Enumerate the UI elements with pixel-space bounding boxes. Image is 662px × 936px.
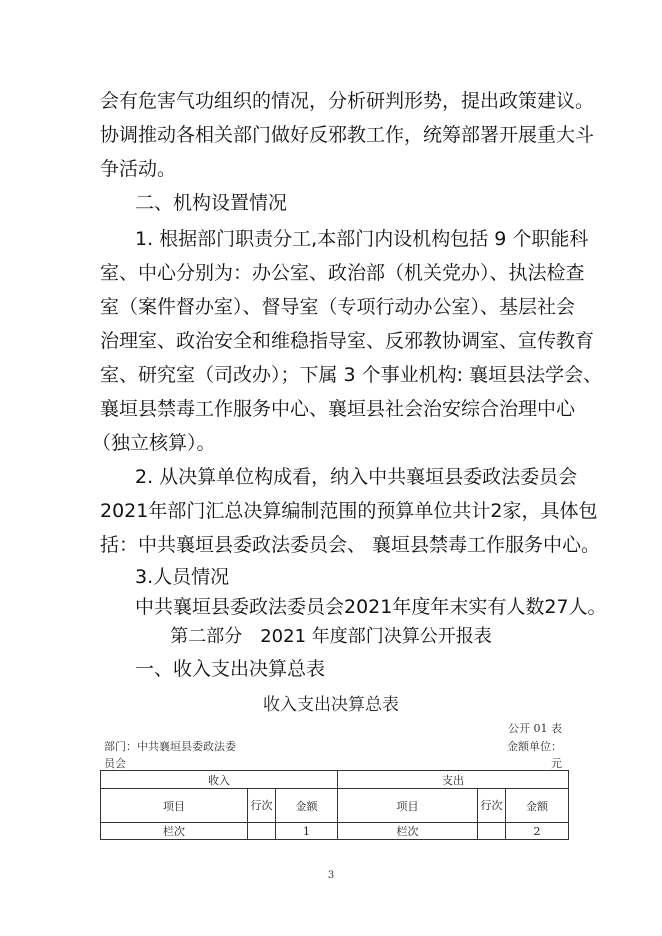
table-section-heading: 一、收入支出决算总表 [135, 658, 326, 680]
paragraph-line: 2. 从决算单位构成看，纳入中共襄垣县委政法委员会 [135, 466, 578, 488]
table-code: 公开 01 表 [508, 722, 562, 735]
row-cell [478, 823, 506, 840]
column-item: 项目 [338, 789, 478, 823]
paragraph-line: 治理室、政治安全和维稳指导室、反邪教协调室、宣传教育 [100, 330, 595, 352]
paragraph-line: 3.人员情况 [135, 566, 230, 588]
income-header: 收入 [101, 771, 338, 789]
section-heading: 二、机构设置情况 [135, 192, 288, 214]
table-title: 收入支出决算总表 [263, 695, 399, 715]
column-amount: 金额 [506, 789, 569, 823]
row-number: 1 [276, 823, 338, 840]
page-number: 3 [327, 870, 335, 881]
table-row [101, 823, 569, 840]
income-expense-table [100, 770, 569, 840]
column-amount: 金额 [276, 789, 338, 823]
paragraph-line: 室（案件督办室）、督导室（专项行动办公室）、基层社会 [100, 296, 576, 318]
row-label: 栏次 [338, 823, 478, 840]
paragraph-line: 襄垣县禁毒工作服务中心、襄垣县社会治安综合治理中心 [100, 398, 576, 420]
table-column-row [101, 789, 569, 823]
column-item: 项目 [101, 789, 248, 823]
paragraph-line: 争活动。 [100, 158, 177, 180]
department-label-cont: 员会 [104, 757, 126, 770]
column-row-no: 行次 [248, 789, 276, 823]
paragraph-line: 中共襄垣县委政法委员会2021年度年末实有人数27人。 [135, 596, 607, 618]
column-row-no: 行次 [478, 789, 506, 823]
row-cell [248, 823, 276, 840]
expense-header: 支出 [338, 771, 569, 789]
part-two-heading: 第二部分 2021 年度部门决算公开报表 [170, 626, 492, 647]
row-label: 栏次 [101, 823, 248, 840]
paragraph-line: 协调推动各相关部门做好反邪教工作，统筹部署开展重大斗 [100, 124, 595, 146]
paragraph-line: 括：中共襄垣县委政法委员会、 襄垣县禁毒工作服务中心。 [100, 534, 601, 556]
paragraph-line: （独立核算）。 [92, 432, 216, 454]
paragraph-line: 室、研究室（司改办）；下属 3 个事业机构: 襄垣县法学会、 [100, 364, 603, 386]
unit-label: 金额单位： [507, 740, 562, 753]
department-label: 部门：中共襄垣县委政法委 [104, 740, 236, 753]
paragraph-line: 室、中心分别为：办公室、政治部（机关党办）、执法检查 [100, 262, 585, 284]
paragraph-line: 1. 根据部门职责分工,本部门内设机构包括 9 个职能科 [135, 228, 589, 250]
paragraph-line: 2021年部门汇总决算编制范围的预算单位共计2家，具体包 [100, 500, 598, 522]
paragraph-line: 会有危害气功组织的情况，分析研判形势，提出政策建议。 [100, 90, 595, 112]
unit-value: 元 [551, 757, 562, 770]
row-number: 2 [506, 823, 569, 840]
table-header-row [101, 771, 569, 789]
